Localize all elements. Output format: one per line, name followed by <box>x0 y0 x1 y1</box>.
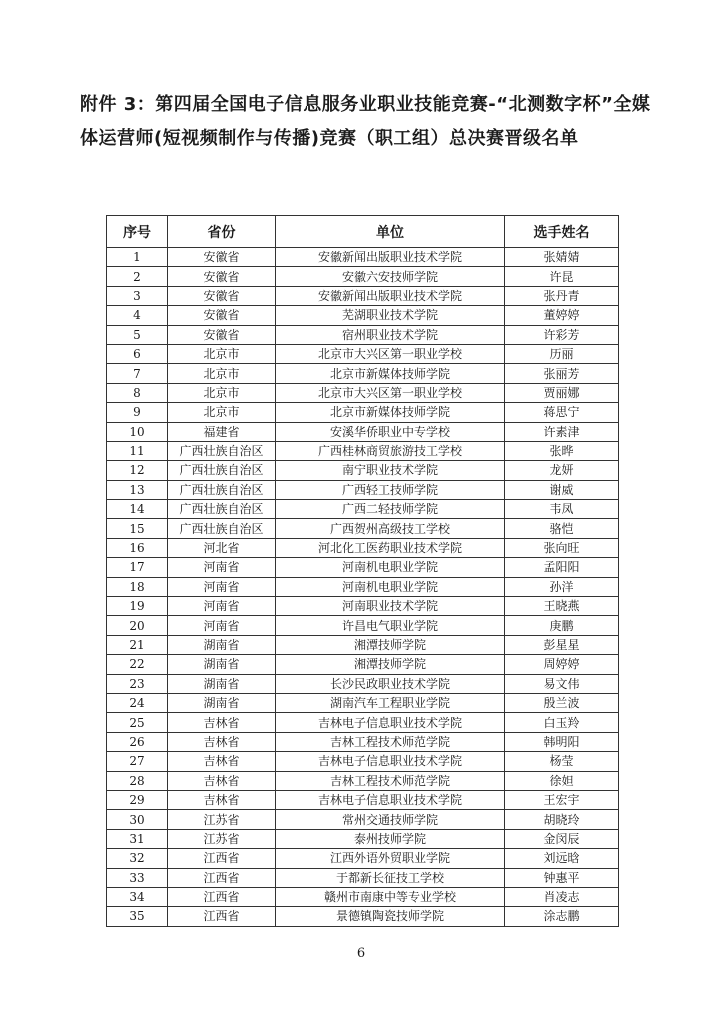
cell-index: 12 <box>107 461 168 480</box>
header-contestant-name: 选手姓名 <box>505 216 619 248</box>
table-row <box>107 674 619 693</box>
cell-province: 河南省 <box>168 577 276 596</box>
cell-organization: 北京市大兴区第一职业学校 <box>276 383 505 402</box>
cell-organization: 吉林电子信息职业技术学院 <box>276 713 505 732</box>
cell-province: 江西省 <box>168 887 276 906</box>
cell-province: 北京市 <box>168 364 276 383</box>
cell-contestant-name: 周婷婷 <box>505 655 619 674</box>
cell-index: 16 <box>107 538 168 557</box>
table-row <box>107 616 619 635</box>
cell-contestant-name: 刘远晗 <box>505 849 619 868</box>
table-row <box>107 790 619 809</box>
cell-organization: 安溪华侨职业中专学校 <box>276 422 505 441</box>
cell-contestant-name: 许彩芳 <box>505 325 619 344</box>
cell-contestant-name: 孙洋 <box>505 577 619 596</box>
cell-contestant-name: 涂志鹏 <box>505 907 619 926</box>
cell-organization: 安徽新闻出版职业技术学院 <box>276 248 505 267</box>
cell-organization: 北京市新媒体技师学院 <box>276 364 505 383</box>
cell-province: 安徽省 <box>168 286 276 305</box>
cell-province: 河南省 <box>168 597 276 616</box>
cell-index: 28 <box>107 771 168 790</box>
cell-organization: 安徽新闻出版职业技术学院 <box>276 286 505 305</box>
table-row <box>107 635 619 654</box>
cell-index: 24 <box>107 693 168 712</box>
table-row <box>107 558 619 577</box>
table-row <box>107 597 619 616</box>
cell-province: 吉林省 <box>168 771 276 790</box>
cell-index: 33 <box>107 868 168 887</box>
cell-organization: 广西二轻技师学院 <box>276 500 505 519</box>
cell-contestant-name: 龙妍 <box>505 461 619 480</box>
table-body <box>107 248 619 927</box>
table-row <box>107 364 619 383</box>
cell-index: 34 <box>107 887 168 906</box>
cell-province: 吉林省 <box>168 713 276 732</box>
cell-index: 29 <box>107 790 168 809</box>
cell-contestant-name: 钟惠平 <box>505 868 619 887</box>
cell-index: 13 <box>107 480 168 499</box>
cell-province: 安徽省 <box>168 267 276 286</box>
cell-index: 27 <box>107 752 168 771</box>
document-title: 附件 3：第四届全国电子信息服务业职业技能竞赛-“北测数字杯”全媒体运营师(短视频制作与传播)竞赛（职工组）总决赛晋级名单 <box>80 94 651 149</box>
cell-organization: 安徽六安技师学院 <box>276 267 505 286</box>
cell-province: 广西壮族自治区 <box>168 461 276 480</box>
cell-organization: 河北化工医药职业技术学院 <box>276 538 505 557</box>
cell-province: 吉林省 <box>168 732 276 751</box>
cell-contestant-name: 张晔 <box>505 441 619 460</box>
cell-contestant-name: 谢威 <box>505 480 619 499</box>
table-row <box>107 519 619 538</box>
cell-organization: 泰州技师学院 <box>276 829 505 848</box>
cell-index: 31 <box>107 829 168 848</box>
cell-province: 河南省 <box>168 558 276 577</box>
cell-index: 1 <box>107 248 168 267</box>
table-row <box>107 538 619 557</box>
cell-province: 广西壮族自治区 <box>168 500 276 519</box>
cell-index: 6 <box>107 344 168 363</box>
table-row <box>107 480 619 499</box>
cell-province: 福建省 <box>168 422 276 441</box>
table-row <box>107 771 619 790</box>
cell-index: 23 <box>107 674 168 693</box>
cell-organization: 广西轻工技师学院 <box>276 480 505 499</box>
cell-contestant-name: 肖凌志 <box>505 887 619 906</box>
table-row <box>107 500 619 519</box>
cell-organization: 北京市新媒体技师学院 <box>276 403 505 422</box>
table-row <box>107 655 619 674</box>
table-row <box>107 849 619 868</box>
cell-province: 湖南省 <box>168 674 276 693</box>
cell-province: 安徽省 <box>168 248 276 267</box>
header-organization: 单位 <box>276 216 505 248</box>
cell-organization: 河南机电职业学院 <box>276 577 505 596</box>
cell-contestant-name: 骆恺 <box>505 519 619 538</box>
cell-organization: 河南机电职业学院 <box>276 558 505 577</box>
cell-index: 32 <box>107 849 168 868</box>
cell-index: 9 <box>107 403 168 422</box>
cell-contestant-name: 许昆 <box>505 267 619 286</box>
cell-contestant-name: 庚鹏 <box>505 616 619 635</box>
table-row <box>107 752 619 771</box>
cell-province: 湖南省 <box>168 693 276 712</box>
table-row <box>107 441 619 460</box>
cell-index: 21 <box>107 635 168 654</box>
table-row <box>107 383 619 402</box>
cell-province: 广西壮族自治区 <box>168 441 276 460</box>
table-row <box>107 810 619 829</box>
cell-province: 江西省 <box>168 907 276 926</box>
cell-province: 江苏省 <box>168 810 276 829</box>
table-row <box>107 422 619 441</box>
cell-index: 18 <box>107 577 168 596</box>
cell-index: 17 <box>107 558 168 577</box>
cell-province: 北京市 <box>168 344 276 363</box>
table-row <box>107 713 619 732</box>
cell-organization: 吉林电子信息职业技术学院 <box>276 790 505 809</box>
cell-contestant-name: 王宏宇 <box>505 790 619 809</box>
cell-organization: 湘潭技师学院 <box>276 655 505 674</box>
table-row <box>107 306 619 325</box>
table-row <box>107 248 619 267</box>
cell-organization: 宿州职业技术学院 <box>276 325 505 344</box>
table-row <box>107 887 619 906</box>
cell-index: 30 <box>107 810 168 829</box>
qualifier-table <box>106 215 619 927</box>
header-province: 省份 <box>168 216 276 248</box>
cell-index: 26 <box>107 732 168 751</box>
cell-index: 25 <box>107 713 168 732</box>
cell-contestant-name: 张婧婧 <box>505 248 619 267</box>
table-row <box>107 461 619 480</box>
cell-contestant-name: 易文伟 <box>505 674 619 693</box>
cell-province: 广西壮族自治区 <box>168 480 276 499</box>
cell-contestant-name: 王晓燕 <box>505 597 619 616</box>
cell-province: 河北省 <box>168 538 276 557</box>
cell-organization: 湖南汽车工程职业学院 <box>276 693 505 712</box>
cell-organization: 江西外语外贸职业学院 <box>276 849 505 868</box>
cell-province: 北京市 <box>168 403 276 422</box>
cell-organization: 南宁职业技术学院 <box>276 461 505 480</box>
table-row <box>107 403 619 422</box>
cell-organization: 湘潭技师学院 <box>276 635 505 654</box>
table-row <box>107 286 619 305</box>
cell-contestant-name: 董婷婷 <box>505 306 619 325</box>
cell-contestant-name: 徐妲 <box>505 771 619 790</box>
cell-index: 5 <box>107 325 168 344</box>
table-row <box>107 267 619 286</box>
table-row <box>107 325 619 344</box>
table-row <box>107 693 619 712</box>
page-number: 6 <box>356 946 366 961</box>
table-row <box>107 907 619 926</box>
cell-organization: 广西贺州高级技工学校 <box>276 519 505 538</box>
cell-organization: 于都新长征技工学校 <box>276 868 505 887</box>
cell-contestant-name: 张丹青 <box>505 286 619 305</box>
cell-province: 江西省 <box>168 849 276 868</box>
cell-contestant-name: 杨莹 <box>505 752 619 771</box>
cell-contestant-name: 韩明阳 <box>505 732 619 751</box>
cell-index: 10 <box>107 422 168 441</box>
table-row <box>107 577 619 596</box>
cell-organization: 吉林工程技术师范学院 <box>276 732 505 751</box>
cell-contestant-name: 白玉羚 <box>505 713 619 732</box>
cell-province: 江苏省 <box>168 829 276 848</box>
cell-organization: 常州交通技师学院 <box>276 810 505 829</box>
cell-index: 2 <box>107 267 168 286</box>
table-header-row <box>107 216 619 248</box>
cell-index: 35 <box>107 907 168 926</box>
cell-province: 吉林省 <box>168 790 276 809</box>
cell-province: 广西壮族自治区 <box>168 519 276 538</box>
cell-contestant-name: 韦凤 <box>505 500 619 519</box>
cell-contestant-name: 张向旺 <box>505 538 619 557</box>
cell-contestant-name: 殷兰波 <box>505 693 619 712</box>
cell-province: 湖南省 <box>168 635 276 654</box>
cell-index: 11 <box>107 441 168 460</box>
cell-province: 湖南省 <box>168 655 276 674</box>
cell-contestant-name: 彭星星 <box>505 635 619 654</box>
cell-province: 安徽省 <box>168 325 276 344</box>
table-row <box>107 868 619 887</box>
cell-organization: 吉林工程技术师范学院 <box>276 771 505 790</box>
cell-index: 20 <box>107 616 168 635</box>
cell-organization: 景德镇陶瓷技师学院 <box>276 907 505 926</box>
cell-province: 北京市 <box>168 383 276 402</box>
cell-province: 安徽省 <box>168 306 276 325</box>
cell-contestant-name: 张丽芳 <box>505 364 619 383</box>
cell-contestant-name: 金闵辰 <box>505 829 619 848</box>
cell-organization: 河南职业技术学院 <box>276 597 505 616</box>
cell-organization: 芜湖职业技术学院 <box>276 306 505 325</box>
table-row <box>107 344 619 363</box>
cell-contestant-name: 许素津 <box>505 422 619 441</box>
cell-organization: 吉林电子信息职业技术学院 <box>276 752 505 771</box>
cell-contestant-name: 蒋思宁 <box>505 403 619 422</box>
cell-contestant-name: 孟阳阳 <box>505 558 619 577</box>
cell-contestant-name: 胡晓玲 <box>505 810 619 829</box>
cell-contestant-name: 历丽 <box>505 344 619 363</box>
cell-province: 河南省 <box>168 616 276 635</box>
cell-organization: 许昌电气职业学院 <box>276 616 505 635</box>
cell-organization: 广西桂林商贸旅游技工学校 <box>276 441 505 460</box>
cell-organization: 赣州市南康中等专业学校 <box>276 887 505 906</box>
cell-index: 19 <box>107 597 168 616</box>
cell-province: 吉林省 <box>168 752 276 771</box>
cell-index: 15 <box>107 519 168 538</box>
cell-contestant-name: 贾丽娜 <box>505 383 619 402</box>
cell-index: 22 <box>107 655 168 674</box>
cell-index: 7 <box>107 364 168 383</box>
cell-organization: 长沙民政职业技术学院 <box>276 674 505 693</box>
cell-index: 14 <box>107 500 168 519</box>
cell-organization: 北京市大兴区第一职业学校 <box>276 344 505 363</box>
cell-index: 3 <box>107 286 168 305</box>
table-row <box>107 732 619 751</box>
cell-index: 4 <box>107 306 168 325</box>
table-row <box>107 829 619 848</box>
cell-index: 8 <box>107 383 168 402</box>
header-index: 序号 <box>107 216 168 248</box>
cell-province: 江西省 <box>168 868 276 887</box>
